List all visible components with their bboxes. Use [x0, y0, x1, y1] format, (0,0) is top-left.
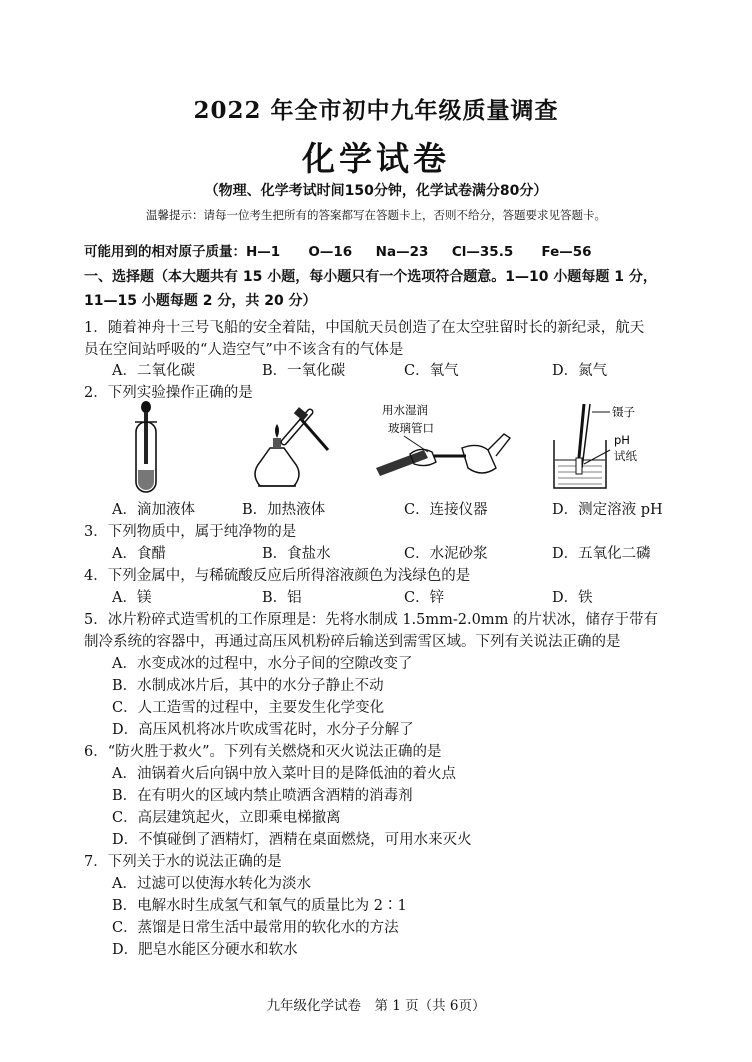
atomic-mass-o: O—16: [308, 244, 353, 260]
q1-option-c: C．氧气: [404, 363, 459, 379]
fig-d-paper-label: 试纸: [614, 449, 637, 463]
q1-option-a: A．二氧化碳: [112, 363, 195, 379]
q5-stem-line1: 5．冰片粉碎式造雪机的工作原理是：先将水制成 1.5mm-2.0mm 的片状冰，储存于带有: [84, 612, 658, 628]
fig-a-dropping-liquid: [122, 398, 172, 496]
fig-c-label-line1: 用水湿润: [382, 403, 428, 417]
q5-option-b: B．水制成冰片后，其中的水分子静止不动: [112, 678, 384, 694]
q7-option-b: B．电解水时生成氢气和氧气的质量比为 2∶1: [112, 898, 407, 914]
q1-stem-line1: 1．随着神舟十三号飞船的安全着陆，中国航天员创造了在太空驻留时长的新纪录，航天: [84, 320, 645, 336]
q2-option-d: D．测定溶液 pH: [552, 502, 663, 518]
atomic-mass-cl: Cl—35.5: [451, 244, 514, 260]
q4-option-a: A．镁: [112, 590, 152, 606]
q5-option-d: D．高压风机将冰片吹成雪花时，水分子分解了: [112, 722, 414, 738]
q3-option-a: A．食醋: [112, 546, 166, 562]
atomic-masses: [84, 240, 592, 260]
page-footer: 九年级化学试卷 第 1 页（共 6页）: [266, 998, 486, 1014]
q6-option-b: B．在有明火的区域内禁止喷洒含酒精的消毒剂: [112, 788, 413, 804]
q3-stem: 3．下列物质中，属于纯净物的是: [84, 524, 297, 540]
q7-option-a: A．过滤可以使海水转化为淡水: [112, 876, 311, 892]
q2-stem: 2．下列实验操作正确的是: [84, 385, 253, 401]
q4-stem: 4．下列金属中，与稀硫酸反应后所得溶液颜色为浅绿色的是: [84, 568, 471, 584]
q5-option-c: C．人工造雪的过程中，主要发生化学变化: [112, 700, 385, 716]
atomic-mass-fe: Fe—56: [541, 244, 592, 260]
q1-option-d: D．氮气: [552, 363, 608, 379]
q3-option-c: C．水泥砂浆: [404, 546, 488, 562]
q7-option-d: D．肥皂水能区分硬水和软水: [112, 942, 298, 958]
q6-option-a: A．油锅着火后向锅中放入菜叶目的是降低油的着火点: [112, 766, 456, 782]
q6-option-c: C．高层建筑起火，立即乘电梯撤离: [112, 810, 341, 826]
fig-c-connecting-apparatus: [370, 398, 520, 498]
q2-option-c: C．连接仪器: [404, 502, 488, 518]
atomic-mass-na: Na—23: [375, 244, 429, 260]
q6-option-d: D．不慎碰倒了酒精灯，酒精在桌面燃烧，可用水来灭火: [112, 832, 472, 848]
q4-option-b: B．铝: [262, 590, 302, 606]
section1-heading-line2: 11—15 小题每题 2 分，共 20 分）: [84, 293, 317, 309]
q3-option-d: D．五氧化二磷: [552, 546, 651, 562]
exam-time-note: （物理、化学考试时间150分钟，化学试卷满分80分）: [204, 183, 548, 199]
atomic-mass-h: H—1: [246, 244, 281, 260]
q2-option-a: A．滴加液体: [112, 502, 195, 518]
q4-option-c: C．锌: [404, 590, 445, 606]
q4-option-d: D．铁: [552, 590, 593, 606]
fig-d-ph-label: pH: [614, 433, 630, 447]
q5-stem-line2: 制冷系统的容器中，再通过高压风机粉碎后输送到需雪区域。下列有关说法正确的是: [84, 634, 621, 650]
q7-stem: 7．下列关于水的说法正确的是: [84, 854, 282, 870]
atomic-masses-label: 可能用到的相对原子质量：: [84, 244, 246, 260]
fig-c-label-line2: 玻璃管口: [388, 421, 434, 435]
q5-option-a: A．水变成冰的过程中，水分子间的空隙改变了: [112, 656, 413, 672]
section1-heading-line1: 一、选择题（本大题共有 15 小题，每小题只有一个选项符合题意。1—10 小题每题 1 分，: [84, 269, 657, 285]
q1-stem-line2: 员在空间站呼吸的“人造空气”中不该含有的气体是: [84, 342, 404, 358]
fig-d-tweezers-label: 镊子: [612, 405, 635, 419]
q1-option-b: B．一氧化碳: [262, 363, 346, 379]
fig-d-measuring-ph: [540, 398, 670, 496]
fig-b-heating-liquid: [240, 398, 340, 496]
q7-option-c: C．蒸馏是日常生活中最常用的软化水的方法: [112, 920, 399, 936]
warm-tip: 温馨提示：请每一位考生把所有的答案都写在答题卡上，否则不给分，答题要求见答题卡。: [146, 208, 606, 222]
subject-title: 化学试卷: [302, 139, 450, 178]
q2-option-b: B．加热液体: [242, 502, 326, 518]
exam-title: 2022 年全市初中九年级质量调查: [193, 97, 559, 124]
q3-option-b: B．食盐水: [262, 546, 331, 562]
q6-stem: 6．“防火胜于救火”。下列有关燃烧和灭火说法正确的是: [84, 744, 442, 760]
